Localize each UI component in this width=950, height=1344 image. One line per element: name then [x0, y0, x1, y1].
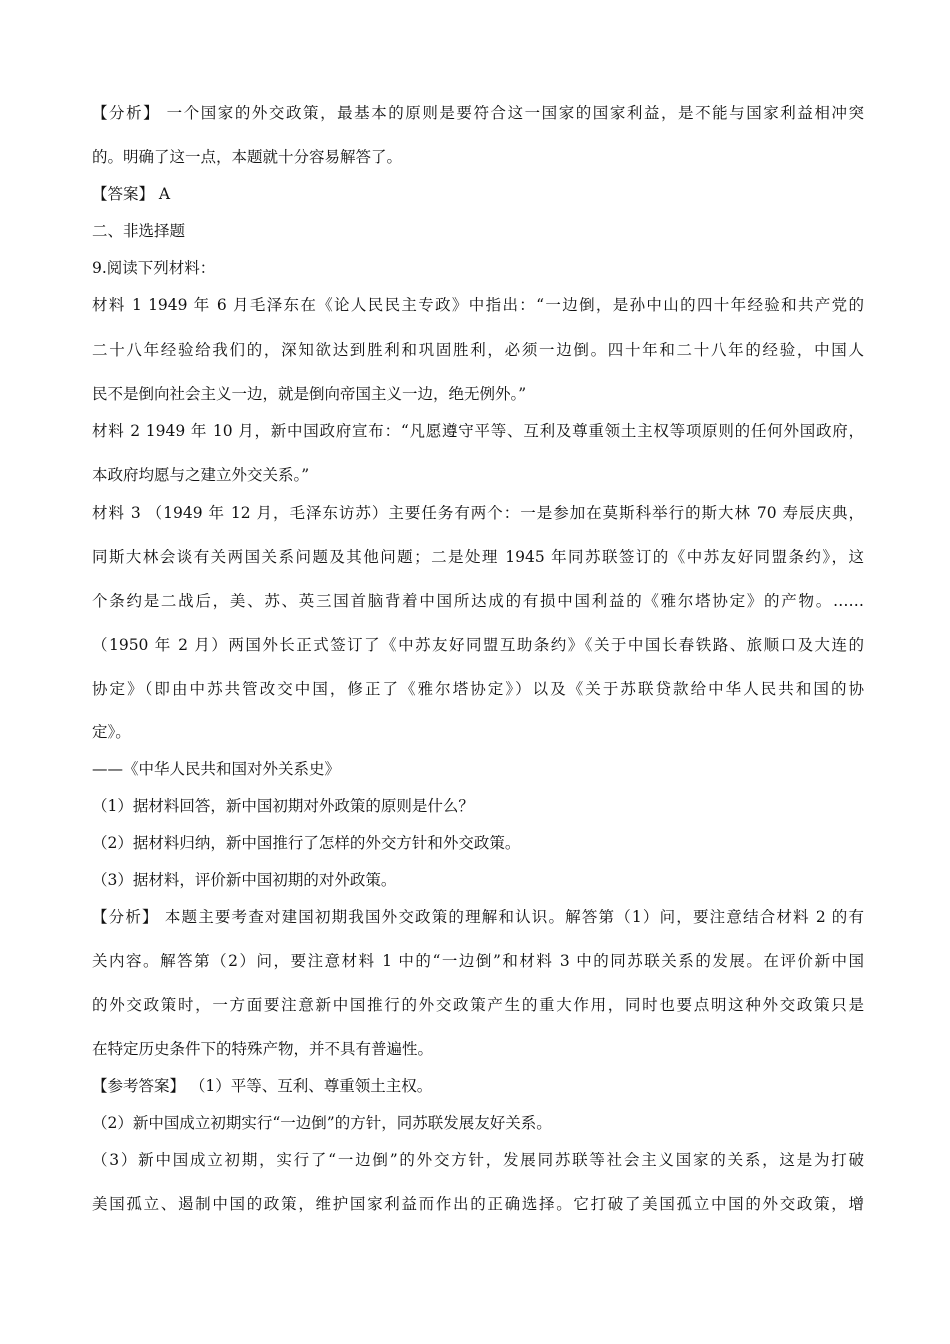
analysis-2-line-3: 的外交政策时，一方面要注意新中国推行的外交政策产生的重大作用，同时也要点明这种外交政策只是: [92, 996, 864, 1014]
reference-answer-1: 【参考答案】 （1）平等、互利、尊重领土主权。: [92, 1077, 433, 1095]
analysis-line-2: 的。明确了这一点，本题就十分容易解答了。: [92, 148, 403, 166]
question-part-2: （2）据材料归纳，新中国推行了怎样的外交方针和外交政策。: [92, 834, 521, 852]
material-3-line-6: 定》。: [92, 723, 131, 741]
answer-line: 【答案】 A: [92, 185, 171, 203]
question-part-1: （1）据材料回答，新中国初期对外政策的原则是什么？: [92, 797, 474, 815]
material-3-line-4: （1950 年 2 月）两国外长正式签订了《中苏友好同盟互助条约》《关于中国长春铁路、旅顺口及大连的: [92, 636, 864, 654]
material-1-line-2: 二十八年经验给我们的，深知欲达到胜利和巩固胜利，必须一边倒。四十年和二十八年的经验，中国人: [92, 341, 864, 359]
material-2-line-2: 本政府均愿与之建立外交关系。”: [92, 466, 310, 484]
reference-answer-3-line-2: 美国孤立、遏制中国的政策，维护国家利益而作出的正确选择。它打破了美国孤立中国的外交政策，增: [92, 1195, 864, 1213]
material-1-line-3: 民不是倒向社会主义一边，就是倒向帝国主义一边，绝无例外。”: [92, 385, 527, 403]
material-3-line-3: 个条约是二战后，美、苏、英三国首脑背着中国所达成的有损中国利益的《雅尔塔协定》的产物。……: [92, 592, 864, 610]
material-source: ——《中华人民共和国对外关系史》: [92, 760, 341, 778]
material-3-line-5: 协定》（即由中苏共管改交中国，修正了《雅尔塔协定》）以及《关于苏联贷款给中华人民共和国的协: [92, 680, 864, 698]
reference-answer-3-line-1: （3）新中国成立初期，实行了“一边倒”的外交方针，发展同苏联等社会主义国家的关系，这是为打破: [92, 1151, 864, 1169]
analysis-2-line-2: 关内容。解答第（2）问，要注意材料 1 中的“一边倒”和材料 3 中的同苏联关系的发展。在评价新中国: [92, 952, 864, 970]
material-2-line-1: 材料 2 1949 年 10 月，新中国政府宣布：“凡愿遵守平等、互利及尊重领土主权等项原则的任何外国政府，: [92, 422, 864, 440]
analysis-line-1: 【分析】 一个国家的外交政策，最基本的原则是要符合这一国家的国家利益，是不能与国家利益相冲突: [92, 104, 864, 122]
material-3-line-2: 同斯大林会谈有关两国关系问题及其他问题；二是处理 1945 年同苏联签订的《中苏友好同盟条约》，这: [92, 548, 864, 566]
analysis-2-line-1: 【分析】 本题主要考查对建国初期我国外交政策的理解和认识。解答第（1）问，要注意结合材料 2 的有: [92, 908, 864, 926]
analysis-2-line-4: 在特定历史条件下的特殊产物，并不具有普遍性。: [92, 1040, 434, 1058]
material-3-line-1: 材料 3 （1949 年 12 月，毛泽东访苏）主要任务有两个：一是参加在莫斯科举行的斯大林 70 寿辰庆典，: [92, 504, 864, 522]
question-part-3: （3）据材料，评价新中国初期的对外政策。: [92, 871, 397, 889]
material-1-line-1: 材料 1 1949 年 6 月毛泽东在《论人民民主专政》中指出：“一边倒，是孙中山的四十年经验和共产党的: [92, 296, 864, 314]
reference-answer-2: （2）新中国成立初期实行“一边倒”的方针，同苏联发展友好关系。: [92, 1114, 552, 1132]
question-9-intro: 9.阅读下列材料：: [92, 259, 216, 277]
section-heading: 二、非选择题: [92, 222, 186, 240]
